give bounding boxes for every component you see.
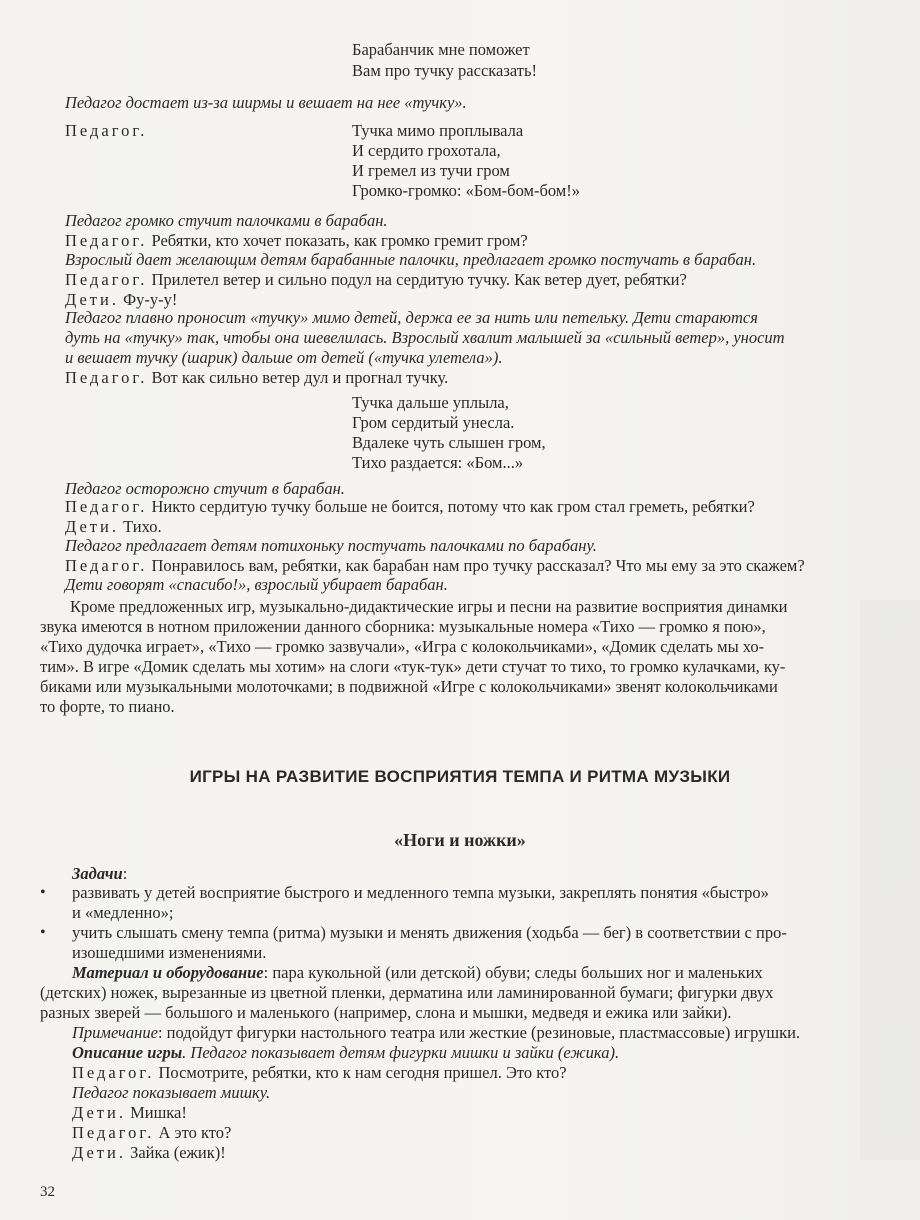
- note-text: : подойдут фигурки настольного театра или жесткие (резиновые, пластмассовые) игрушки.: [157, 1023, 801, 1042]
- dialogue-text: Тихо.: [123, 517, 162, 536]
- bullet-icon: •: [40, 884, 46, 901]
- dialogue-line: [65, 556, 805, 576]
- verse3-line: Гром сердитый унесла.: [352, 413, 515, 432]
- stage-direction: дуть на «тучку» так, чтобы она шевелилась. Взрослый хвалит малышей за «сильный ветер», уносит: [65, 328, 785, 347]
- paragraph-line: то форте, то пиано.: [40, 697, 175, 716]
- paragraph-line: Кроме предложенных игр, музыкально-дидактические игры и песни на развитие восприятия динамки: [70, 597, 788, 616]
- verse2-line: И сердито грохотала,: [352, 141, 501, 160]
- stage-direction: Педагог плавно проносит «тучку» мимо детей, держа ее за нить или петельку. Дети стараются: [65, 308, 758, 327]
- verse2-line: И гремел из тучи гром: [352, 161, 510, 180]
- dialogue-text: Вот как сильно ветер дул и прогнал тучку.: [151, 368, 449, 387]
- speaker-label: Дети.: [72, 1143, 126, 1162]
- stage-direction: Педагог осторожно стучит в барабан.: [65, 479, 345, 498]
- description-line: [72, 1043, 619, 1063]
- description-text: . Педагог показывает детям фигурки мишки и зайки (ежика).: [182, 1043, 620, 1062]
- material-line: (детских) ножек, вырезанные из цветной пленки, дерматина или ламинированной бумаги; фигурки двух: [40, 983, 774, 1002]
- game-title: «Ноги и ножки»: [394, 830, 526, 850]
- speaker-label: Дети.: [65, 290, 119, 309]
- bleed-through-shadow: [860, 600, 920, 1160]
- dialogue-line: [72, 1123, 231, 1143]
- description-label: Описание игры: [72, 1043, 183, 1062]
- stage-direction: Педагог достает из-за ширмы и вешает на нее «тучку».: [65, 93, 467, 112]
- dialogue-line: [65, 368, 448, 388]
- tasks-label: Задачи: [72, 864, 123, 883]
- speaker-label: Педагог.: [65, 270, 148, 289]
- bullet-text: развивать у детей восприятие быстрого и медленного темпа музыки, закреплять понятия «быстро»: [72, 883, 769, 902]
- dialogue-text: Посмотрите, ребятки, кто к нам сегодня пришел. Это кто?: [158, 1063, 567, 1082]
- dialogue-line: [65, 517, 162, 537]
- page-number: 32: [40, 1184, 55, 1200]
- speaker-label: Дети.: [65, 517, 119, 536]
- paragraph-line: «Тихо дудочка играет», «Тихо — громко зазвучали», «Игра с колокольчиками», «Домик сделать мы хо-: [40, 637, 765, 656]
- dialogue-line: [65, 497, 755, 517]
- paragraph-line: звука имеются в нотном приложении данного сборника: музыкальные номера «Тихо — громко я пою»,: [40, 617, 766, 636]
- verse3-line: Вдалеке чуть слышен гром,: [352, 433, 546, 452]
- material-line: [72, 963, 763, 983]
- note-label: Примечание: [72, 1023, 158, 1042]
- verse1-line: Барабанчик мне поможет: [352, 40, 530, 59]
- speaker-label: Педагог.: [72, 1123, 155, 1142]
- dialogue-text: Никто сердитую тучку больше не боится, потому что как гром стал греметь, ребятки?: [151, 497, 755, 516]
- bullet-icon: •: [40, 924, 46, 941]
- speaker-label: Дети.: [72, 1103, 126, 1122]
- bullet-text: и «медленно»;: [72, 903, 174, 922]
- verse1-line: Вам про тучку рассказать!: [352, 61, 538, 80]
- speaker-label: Педагог.: [72, 1063, 155, 1082]
- dialogue-line: [72, 1063, 567, 1083]
- dialogue-line: [65, 290, 177, 310]
- tasks-heading: [72, 864, 127, 884]
- dialogue-line: [72, 1103, 187, 1123]
- dialogue-text: Прилетел ветер и сильно подул на сердитую тучку. Как ветер дует, ребятки?: [151, 270, 687, 289]
- speaker-label: Педагог.: [65, 497, 148, 516]
- speaker-label: Педагог.: [65, 368, 148, 387]
- speaker-label: Педагог.: [65, 121, 148, 140]
- stage-direction: Взрослый дает желающим детям барабанные палочки, предлагает громко постучать в барабан.: [65, 250, 757, 269]
- section-heading: ИГРЫ НА РАЗВИТИЕ ВОСПРИЯТИЯ ТЕМПА И РИТМА МУЗЫКИ: [189, 767, 731, 786]
- speaker-label: Педагог.: [65, 231, 148, 250]
- verse3-line: Тучка дальше уплыла,: [352, 393, 509, 412]
- stage-direction: Педагог предлагает детям потихоньку постучать палочками по барабану.: [65, 536, 597, 555]
- verse3-line: Тихо раздается: «Бом...»: [352, 453, 524, 472]
- dialogue-text: Ребятки, кто хочет показать, как громко гремит гром?: [151, 231, 528, 250]
- note-line: [72, 1023, 800, 1043]
- verse2-line: Громко-громко: «Бом-бом-бом!»: [352, 181, 580, 200]
- dialogue-text: А это кто?: [158, 1123, 232, 1142]
- paragraph-line: тим». В игре «Домик сделать мы хотим» на слоги «тук-тук» дети стучат то тихо, то громко кулачками, ку-: [40, 657, 786, 676]
- stage-direction: Педагог громко стучит палочками в барабан.: [65, 211, 388, 230]
- dialogue-text: Зайка (ежик)!: [130, 1143, 226, 1162]
- stage-direction: Дети говорят «спасибо!», взрослый убирает барабан.: [65, 575, 448, 594]
- bullet-text: изошедшими изменениями.: [72, 943, 267, 962]
- dialogue-text: Понравилось вам, ребятки, как барабан нам про тучку рассказал? Что мы ему за это скажем?: [151, 556, 805, 575]
- dialogue-line: [72, 1143, 226, 1163]
- dialogue-line: [65, 270, 687, 290]
- verse2-line: Тучка мимо проплывала: [352, 121, 524, 140]
- bullet-text: учить слышать смену темпа (ритма) музыки и менять движения (ходьба — бег) в соответствии с про-: [72, 923, 787, 942]
- dialogue-line: [65, 231, 528, 251]
- material-label: Материал и оборудование: [72, 963, 264, 982]
- dialogue-text: Мишка!: [130, 1103, 187, 1122]
- tasks-colon: :: [122, 864, 128, 883]
- speaker-label: Педагог.: [65, 556, 148, 575]
- material-text: : пара кукольной (или детской) обуви; следы больших ног и маленьких: [263, 963, 763, 982]
- stage-direction: и вешает тучку (шарик) дальше от детей («тучка улетела»).: [65, 348, 503, 367]
- material-line: разных зверей — большого и маленького (например, слона и мышки, медведя и ежика или зайки).: [40, 1003, 732, 1022]
- stage-direction: Педагог показывает мишку.: [72, 1083, 271, 1102]
- dialogue-text: Фу-у-у!: [123, 290, 178, 309]
- paragraph-line: биками или музыкальными молоточками; в подвижной «Игре с колокольчиками» звенят колокольчиками: [40, 677, 778, 696]
